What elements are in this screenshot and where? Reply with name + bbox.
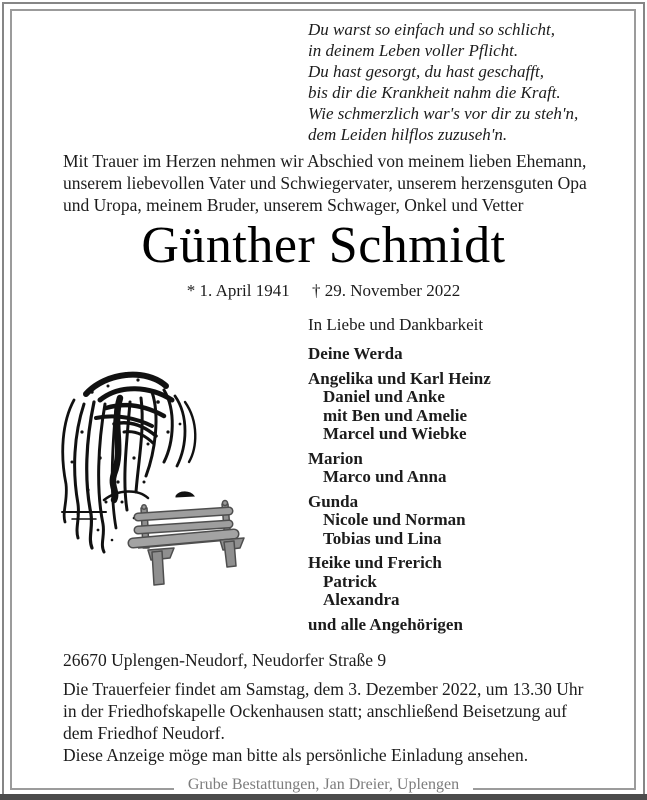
funeral-home-name: Grube Bestattungen, Jan Dreier, Uplengen [174,776,473,794]
mourner-name: Heike und Frerich [308,553,442,572]
willow-tree-bench-illustration [48,362,293,592]
home-address: 26670 Uplengen-Neudorf, Neudorfer Straße 9 [63,650,387,670]
poem-line: dem Leiden hilflos zuzuseh'n. [308,125,508,144]
mourner-name: mit Ben und Amelie [323,405,468,425]
funeral-home-footer [0,776,647,794]
mourner-name: Daniel und Anke [323,387,445,406]
birth-date: * 1. April 1941 [186,281,290,300]
funeral-line: dem Friedhof Neudorf. [63,723,225,743]
mourner-name: Marco und Anna [323,467,447,486]
funeral-information [63,678,584,744]
poem-line: Wie schmerzlich war's vor dir zu steh'n, [308,104,579,123]
mourner-name: Marion [308,448,363,468]
bottom-shadow-edge [0,794,647,800]
mourner-name: Angelika und Karl Heinz [308,368,491,388]
mourning-introduction [63,150,587,216]
intro-line: Mit Trauer im Herzen nehmen wir Abschied von meinem lieben Ehemann, [63,151,587,171]
deceased-name: Günther Schmidt [141,217,506,274]
bench-icon [133,501,244,586]
invitation-note: Diese Anzeige möge man bitte als persönliche Einladung ansehen. [63,745,529,765]
funeral-line: in der Friedhofskapelle Ockenhausen statt; anschließend Beisetzung auf [63,701,567,721]
funeral-line: Die Trauerfeier findet am Samstag, dem 3. Dezember 2022, um 13.30 Uhr [63,679,584,699]
family-block [308,315,491,634]
mourner-name: Tobias und Lina [323,528,442,548]
mourner-name: und alle Angehörigen [308,614,463,634]
mourner-name: Deine Werda [308,344,403,363]
poem-line: Du warst so einfach und so schlicht, [308,20,555,39]
intro-line: unserem liebevollen Vater und Schwiegervater, unserem herzensguten Opa [63,173,587,193]
mourner-name: Patrick [323,571,377,591]
mourner-name: Nicole und Norman [323,510,466,529]
mourner-name: Alexandra [323,590,400,609]
mourner-name: Gunda [308,491,359,511]
poem-line: in deinem Leben voller Pflicht. [308,41,519,60]
poem-line: bis dir die Krankheit nahm die Kraft. [308,83,561,102]
intro-line: und Uropa, meinem Bruder, unserem Schwager, Onkel und Vetter [63,195,524,215]
mourner-name: Marcel und Wiebke [323,424,467,443]
life-dates [0,281,647,301]
memorial-poem [308,19,578,145]
tribute-line: In Liebe und Dankbarkeit [308,315,484,334]
death-date: † 29. November 2022 [311,281,461,300]
poem-line: Du hast gesorgt, du hast geschafft, [308,62,544,81]
